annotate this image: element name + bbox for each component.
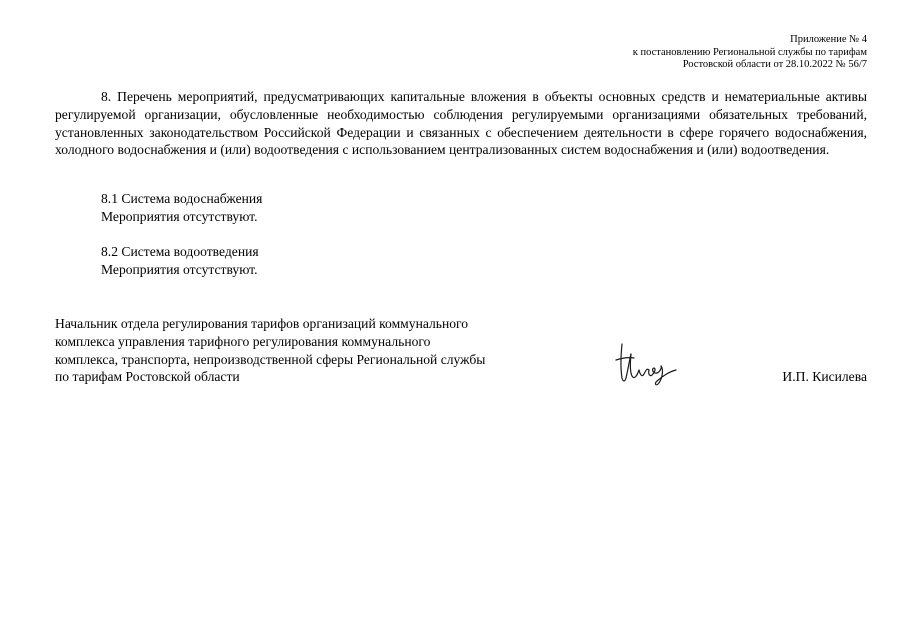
- header-line-date: Ростовской области от 28.10.2022 № 56/7: [682, 59, 867, 70]
- section-text: Мероприятия отсутствуют.: [101, 208, 258, 224]
- header-line-appendix: Приложение № 4: [790, 34, 867, 45]
- section-water-disposal: [101, 243, 259, 279]
- position-line: комплекса, транспорта, непроизводственной сферы Региональной службы: [55, 351, 486, 367]
- position-line: комплекса управления тарифного регулирования коммунального: [55, 333, 431, 349]
- document-header: [633, 34, 867, 72]
- main-paragraph: 8. Перечень мероприятий, предусматривающих капитальные вложения в объекты основных средств и нематериальные активы регулируемой организации, обусловленные необходимостью соблюдения регулируемыми организациями обязательных требований, установленных законодательством Российской Федерации и связанных с обеспечением деятельности в сфере горячего водоснабжения, холодного водоснабжения и (или) водоотведения с использованием централизованных систем водоснабжения и (или) водоотведения.: [55, 89, 867, 158]
- section-title: 8.1 Система водоснабжения: [101, 191, 263, 206]
- handwritten-signature: [612, 340, 678, 388]
- position-line: Начальник отдела регулирования тарифов организаций коммунального: [55, 316, 469, 331]
- signatory-name: И.П. Кисилева: [782, 369, 867, 384]
- signatory-position: [55, 315, 485, 386]
- header-line-resolution: к постановлению Региональной службы по тарифам: [632, 46, 867, 58]
- section-text: Мероприятия отсутствуют.: [101, 261, 258, 277]
- position-line: по тарифам Ростовской области: [55, 369, 240, 385]
- section-title: 8.2 Система водоотведения: [101, 244, 259, 259]
- section-water-supply: [101, 190, 262, 226]
